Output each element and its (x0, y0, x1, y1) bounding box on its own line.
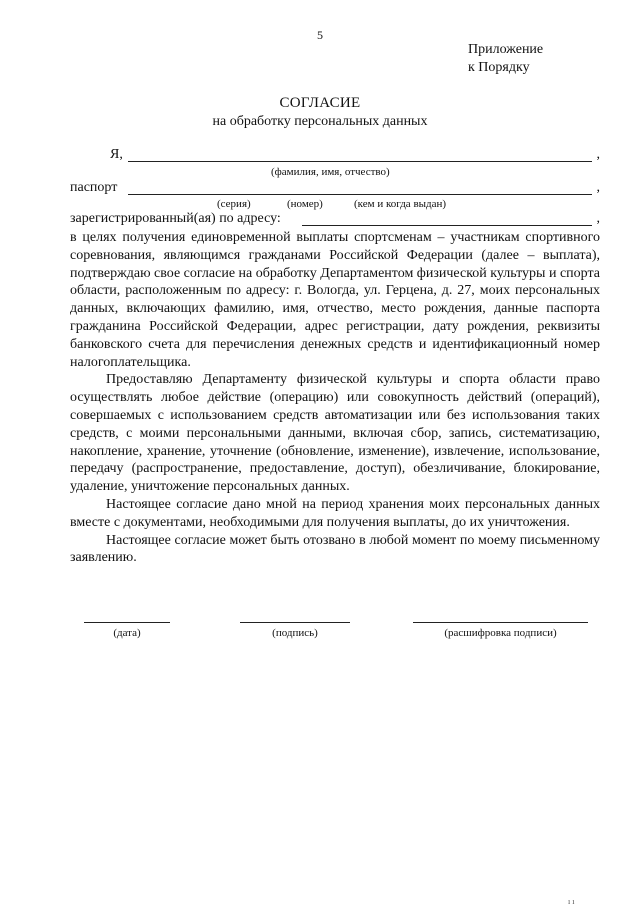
passport-label: паспорт (70, 180, 118, 195)
paragraph-period: Настоящее согласие дано мной на период хранения моих персональных данных вместе с документами, необходимыми для получения выплаты, до их уничтожения. (70, 496, 600, 530)
document-title: СОГЛАСИЕ (279, 95, 361, 111)
passport-row (70, 180, 600, 198)
page-number: 5 (317, 28, 323, 42)
comma: , (596, 180, 600, 195)
address-field[interactable] (302, 225, 592, 226)
address-row (70, 211, 600, 229)
signature-decoding-field[interactable] (413, 622, 588, 623)
appendix-reference (468, 41, 543, 77)
appendix-line-1: Приложение (468, 42, 544, 57)
address-label: зарегистрированный(ая) по адресу: (70, 211, 281, 226)
appendix-line-2: к Порядку (468, 60, 530, 75)
passport-field[interactable] (128, 194, 592, 195)
i-label: Я, (110, 147, 123, 162)
name-hint: (фамилия, имя, отчество) (271, 166, 390, 178)
comma: , (596, 211, 600, 226)
paragraph-revocation: Настоящее согласие может быть отозвано в любой момент по моему письменному заявлению. (70, 532, 600, 566)
footer-marks: ı ı (568, 897, 575, 906)
paragraph-rights: Предоставляю Департаменту физической культуры и спорта области право осуществлять любое действие (операцию) или совокупность действий (операций), совершаемых с использованием средств автоматизации или без использования таких средств, с моими персональными данными, включая сбор, запись, систематизацию, накопление, хранение, уточнение (обновление, изменение), извлечение, использование, передачу (распространение, предоставление, доступ), обезличивание, блокирование, удаление, уничтожение персональных данных. (70, 372, 600, 495)
document-subtitle: на обработку персональных данных (212, 114, 428, 129)
number-hint: (номер) (287, 198, 323, 210)
signature-decoding-caption: (расшифровка подписи) (444, 627, 557, 639)
signature-caption: (подпись) (272, 627, 318, 639)
date-field[interactable] (84, 622, 170, 623)
consent-text (70, 229, 600, 567)
comma: , (596, 147, 600, 162)
paragraph-purpose: в целях получения единовременной выплаты спортсменам – участникам спортивного соревнования, являющимся гражданами Российской Федерации (далее – выплата), подтверждаю свое согласие на обработку Департаментом физической культуры и спорта области, расположенным по адресу: г. Вологда, ул. Герцена, д. 27, моих персональных данных, включающих фамилию, имя, отчество, место рождения, данные паспорта гражданина Российской Федерации, адрес регистрации, дату рождения, реквизиты банковского счета для перечисления денежных средств и идентификационный номер налогоплательщика. (70, 230, 600, 370)
full-name-field[interactable] (128, 161, 592, 162)
issued-hint: (кем и когда выдан) (354, 198, 447, 210)
series-hint: (серия) (217, 198, 251, 210)
signature-field[interactable] (240, 622, 350, 623)
date-caption: (дата) (113, 627, 141, 639)
full-name-row (70, 147, 600, 165)
